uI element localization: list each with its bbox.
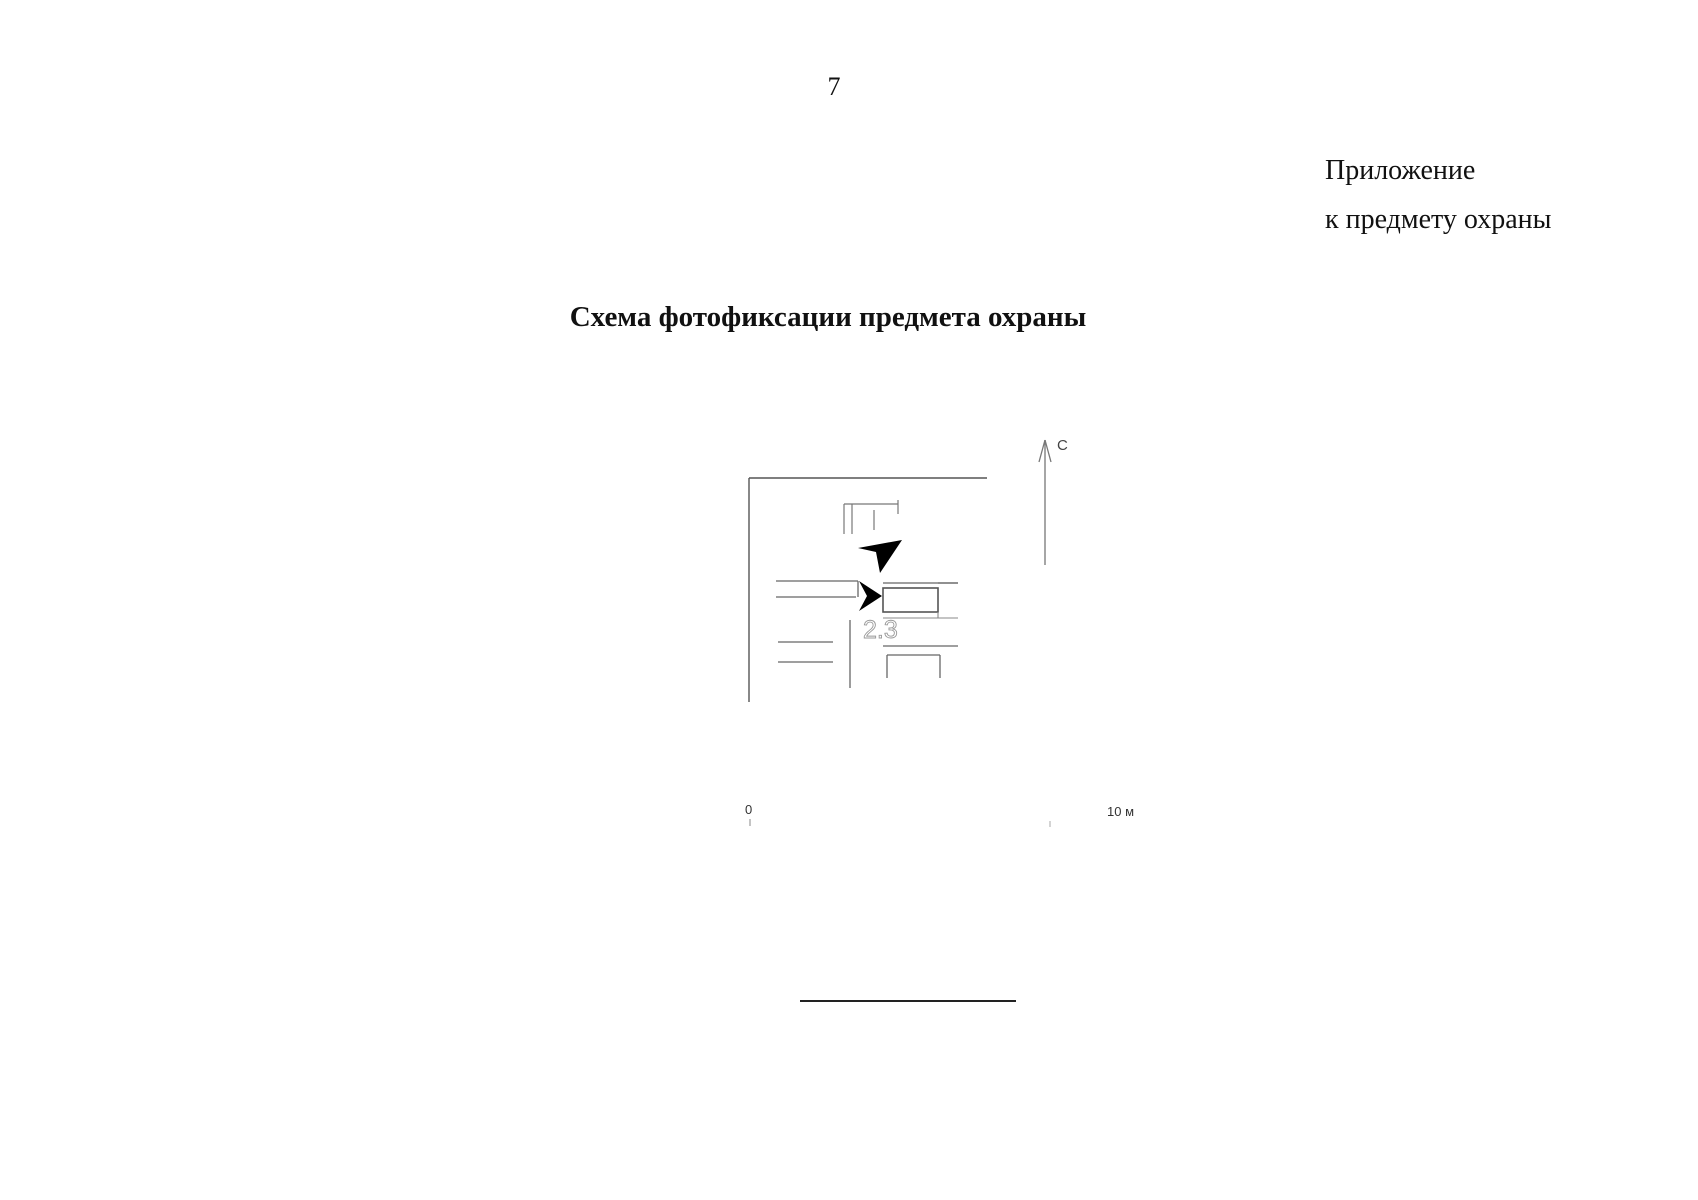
page-number: 7 (827, 72, 841, 101)
lower-right-lines (883, 646, 958, 678)
scale-start-label: 0 (745, 802, 753, 817)
scheme-drawing (730, 430, 1150, 850)
object-label-2-3: 2.3 (863, 616, 898, 644)
footer-rule (800, 1000, 1016, 1002)
protected-object-2-3 (883, 583, 958, 618)
document-title: Схема фотофиксации предмета охраны (569, 301, 1087, 333)
photo-fixation-scheme (730, 430, 1150, 850)
scale-bar (745, 802, 1134, 827)
scale-end-label: 10 м (1107, 804, 1135, 819)
upper-structure (844, 500, 898, 534)
photo-viewpoint-arrow-1 (858, 540, 902, 573)
photo-viewpoint-arrow-2 (859, 581, 882, 611)
north-arrow (1039, 440, 1051, 565)
appendix-line-1: Приложение (1325, 155, 1476, 186)
appendix-line-2: к предмету охраны (1325, 204, 1552, 235)
left-wall-lines (776, 581, 858, 662)
appendix-caption (1325, 146, 1551, 244)
north-label: С (1057, 437, 1068, 454)
